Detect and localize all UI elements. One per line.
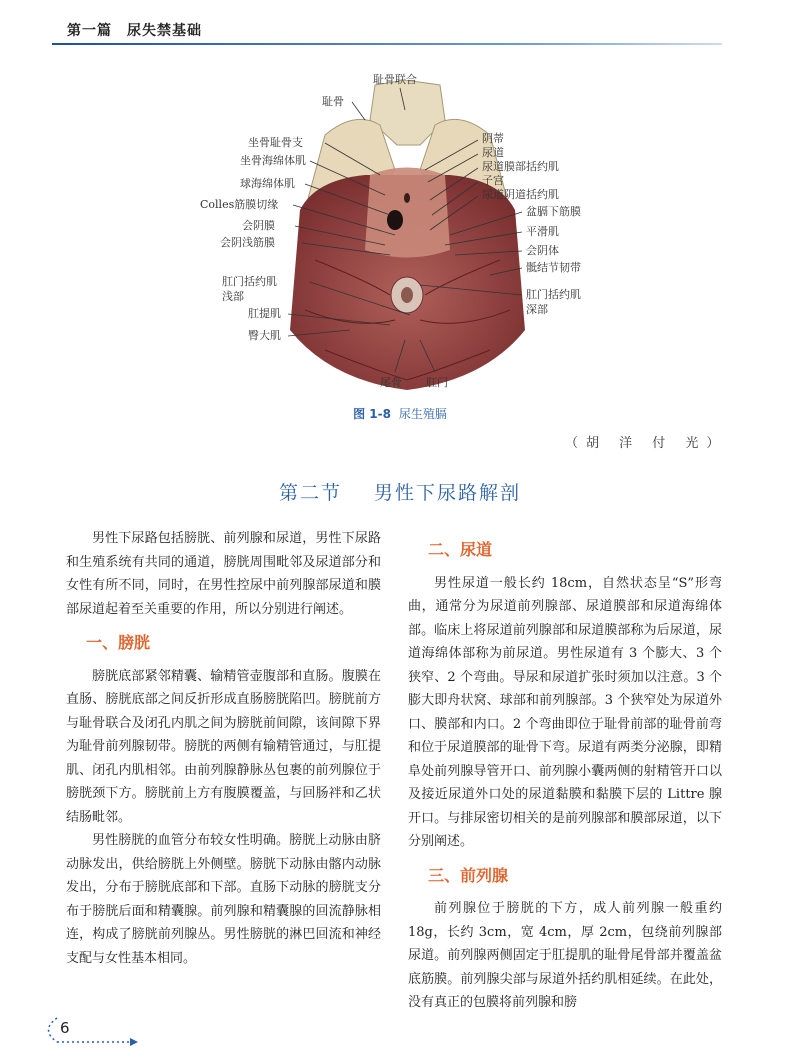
label-anus: 肛门 (426, 376, 448, 389)
anatomy-figure (200, 60, 620, 405)
label-right-5: 盆膈下筋膜 (526, 205, 581, 218)
label-right-10: 深部 (526, 303, 548, 316)
label-left-7: 浅部 (222, 290, 244, 303)
label-right-4: 尿道阴道括约肌 (482, 188, 559, 201)
label-right-9: 肛门括约肌 (526, 288, 581, 301)
bladder-paragraph-2: 男性膀胱的血管分布较女性明确。膀胱上动脉由脐动脉发出，供给膀胱上外侧壁。膀胱下动脉由髂内动脉发出，分布于膀胱底部和下部。直肠下动脉的膀胱支分布于膀胱后面和精囊腺。前列腺和精囊腺的回流静脉相连，构成了膀胱前列腺丛。男性膀胱的淋巴回流和神经支配与女性基本相同。 (66, 833, 381, 966)
bladder-paragraph-1: 膀胱底部紧邻精囊、输精管壶腹部和直肠。腹膜在直肠、膀胱底部之间反折形成直肠膀胱陷凹。膀胱前方与耻骨联合及闭孔内肌之间为膀胱前间隙，该间隙下界为耻骨前列腺韧带。膀胱的两侧有输精管通过，与肛提肌、闭孔内肌相邻。由前列腺静脉丛包裹的前列腺位于膀胱颈下方。膀胱前上方有腹膜覆盖，与回肠袢和乙状结肠毗邻。 (66, 668, 381, 825)
prostate-paragraph: 前列腺位于膀胱的下方，成人前列腺一般重约 18g，长约 3cm，宽 4cm，厚 2cm，包绕前列腺部尿道。前列腺两侧固定于肛提肌的耻骨尾骨部并覆盖盆底筋膜。前列腺尖部与尿道外括约肌相延续。在此处，没有真正的包膜将前列腺和膀 (408, 901, 722, 1010)
page-footer (35, 1010, 155, 1050)
left-column (66, 527, 381, 970)
label-right-6: 平滑肌 (526, 225, 559, 238)
figure-caption-text: 尿生殖膈 (398, 407, 447, 421)
page-number: 6 (60, 1019, 70, 1037)
running-header (0, 0, 800, 46)
subheading-prostate: 三、前列腺 (428, 865, 509, 885)
section-heading (0, 478, 800, 505)
running-header-title: 第一篇 尿失禁基础 (67, 23, 202, 39)
label-left-0: 坐骨耻骨支 (248, 136, 303, 149)
urethra-paragraph: 男性尿道一般长约 18cm，自然状态呈“S”形弯曲，通常分为尿道前列腺部、尿道膜部和尿道海绵体部。临床上将尿道前列腺部和尿道膜部称为后尿道，尿道海绵体部称为前尿道。男性尿道有 3 个膨大、3 个狭窄、2 个弯曲。导尿和尿道扩张时须加以注意。3 个膨大即舟状窝、球部和前列腺部。3 个狭窄处为尿道外口、膜部和内口。2 个弯曲即位于耻骨前部的耻骨前弯和位于尿道膜部的耻骨下弯。尿道有两类分泌腺，即精阜处前列腺导管开口、前列腺小囊两侧的射精管开口以及接近尿道外口处的尿道黏膜和黏膜下层的 Littre 腺开口。与排尿密切相关的是前列腺部和膜部尿道，以下分别阐述。 (408, 575, 722, 849)
label-left-2: 球海绵体肌 (240, 177, 295, 190)
figure-caption-number: 图 1-8 (353, 407, 391, 421)
label-left-3: Colles筋膜切缘 (200, 198, 279, 211)
author-credit: （胡 洋 付 光） (565, 436, 728, 451)
label-left-4: 会阴膜 (242, 219, 275, 232)
header-rule (52, 43, 722, 45)
label-left-6: 肛门括约肌 (222, 275, 277, 288)
label-left-1: 坐骨海绵体肌 (240, 154, 306, 167)
subheading-bladder: 一、膀胱 (86, 633, 151, 652)
label-right-7: 会阴体 (526, 244, 559, 257)
label-right-1: 尿道 (482, 146, 504, 159)
intro-paragraph: 男性下尿路包括膀胱、前列腺和尿道，男性下尿路和生殖系统有共同的通道，膀胱周围毗邻及尿道部分和女性有所不同，同时，在男性控尿中前列腺部尿道和膜部尿道起着至关重要的作用，所以分别进行阐述。 (66, 531, 381, 617)
figure-caption (0, 405, 800, 422)
right-column (408, 538, 722, 1015)
page-number-ornament (35, 1010, 155, 1050)
label-coccyx: 尾骨 (380, 376, 402, 389)
section-title-text: 男性下尿路解剖 (374, 482, 522, 504)
label-left-9: 臀大肌 (248, 329, 281, 342)
label-right-8: 骶结节韧带 (526, 261, 581, 274)
label-left-5: 会阴浅筋膜 (220, 236, 275, 249)
subheading-urethra: 二、尿道 (428, 540, 493, 559)
label-right-0: 阴蒂 (482, 132, 504, 145)
label-pubis: 耻骨 (322, 95, 344, 108)
label-pubic-symphysis: 耻骨联合 (373, 73, 417, 86)
label-right-3: 子宫 (482, 174, 504, 187)
section-number: 第二节 (278, 482, 342, 504)
label-left-8: 肛提肌 (248, 307, 281, 320)
label-right-2: 尿道膜部括约肌 (482, 160, 559, 173)
